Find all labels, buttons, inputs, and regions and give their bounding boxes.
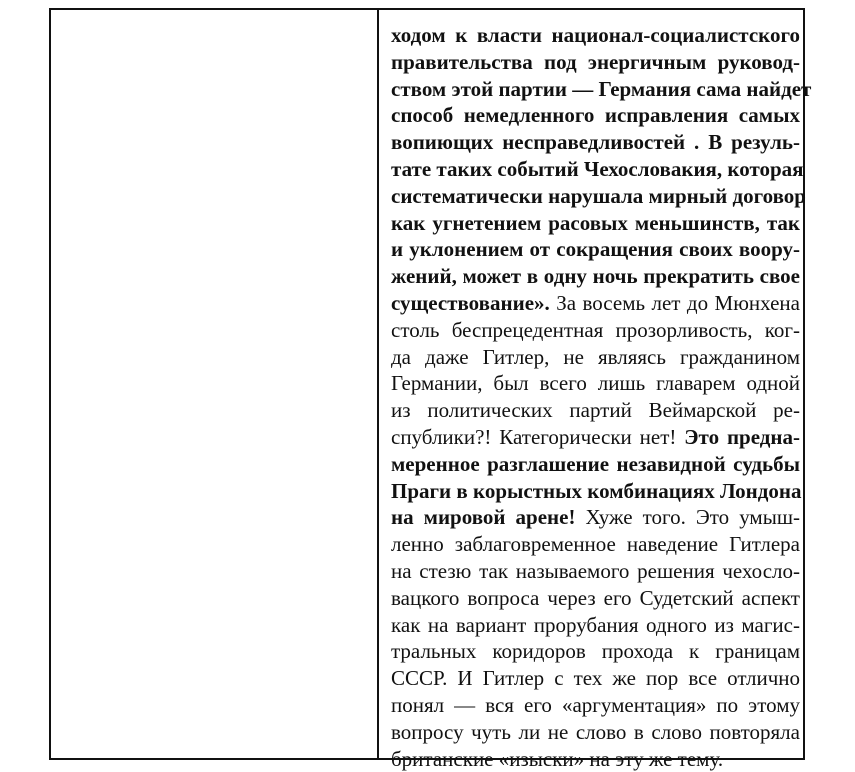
text-line xyxy=(391,156,804,182)
text-line xyxy=(391,638,800,664)
bold-text-segment: и уклонением от сокращения своих воору- xyxy=(391,237,800,262)
text-segment: понял — вся его «аргументация» по этому xyxy=(391,693,800,717)
bold-text-segment: существование». xyxy=(391,291,550,315)
bold-text-segment: на мировой арене! xyxy=(391,505,576,530)
text-line xyxy=(391,290,800,316)
text-line xyxy=(391,129,800,155)
text-line xyxy=(391,76,812,102)
text-line xyxy=(391,102,800,128)
text-line xyxy=(391,451,800,477)
text-segment: британские «изыски» на эту же тему. xyxy=(391,746,724,771)
text-segment: на стезю так называемого решения чехосло- xyxy=(391,559,800,583)
text-line xyxy=(391,344,800,370)
text-segment: как на вариант прорубания одного из магис- xyxy=(391,612,800,637)
text-segment: ленно заблаговременное наведение Гитлера xyxy=(391,532,800,557)
bold-text-segment: ходом к власти национал-социалистского xyxy=(391,23,800,47)
bold-text-segment: Праги в корыстных комбинациях Лондона xyxy=(391,478,802,503)
text-line xyxy=(391,719,800,745)
text-segment: тральных коридоров прохода к границам xyxy=(391,639,800,664)
text-segment: Германии, был всего лишь главарем одной xyxy=(391,371,800,396)
text-cell xyxy=(379,10,812,771)
bold-text-segment: как угнетением расовых меньшинств, так xyxy=(391,210,800,235)
text-line xyxy=(391,585,800,611)
text-line xyxy=(391,692,800,718)
text-segment: да даже Гитлер, не являясь гражданином xyxy=(391,344,800,369)
bold-text-segment: ством этой партии — Германия сама найдет xyxy=(391,76,812,101)
text-line xyxy=(391,22,800,48)
text-segment: СССР. И Гитлер с тех же пор все отлично xyxy=(391,666,800,691)
text-line xyxy=(391,424,800,450)
text-segment: вацкого вопроса через его Судетский аспект xyxy=(391,585,800,610)
text-segment: вопросу чуть ли не слово в слово повторяла xyxy=(391,719,800,744)
text-line xyxy=(391,210,800,236)
text-segment: столь беспрецедентная прозорливость, ког- xyxy=(391,317,800,342)
text-line xyxy=(391,317,800,343)
text-line xyxy=(391,370,800,396)
bold-text-segment: жений, может в одну ночь прекратить свое xyxy=(391,264,800,289)
text-line xyxy=(391,531,800,557)
text-line xyxy=(391,665,800,691)
bold-text-segment: меренное разглашение незавидной судьбы xyxy=(391,451,800,476)
bold-text-segment: Это предна- xyxy=(684,425,800,449)
text-line xyxy=(391,558,800,584)
bold-text-segment: вопиющих несправедливостей . В резуль- xyxy=(391,130,800,155)
text-line xyxy=(391,183,806,209)
text-line xyxy=(391,612,800,638)
text-line xyxy=(391,504,800,530)
text-segment: из политических партий Веймарской ре- xyxy=(391,398,800,423)
text-line xyxy=(391,397,800,423)
bold-text-segment: правительства под энергичным руковод- xyxy=(391,49,800,74)
text-line xyxy=(391,236,800,262)
text-segment: спублики?! Категорически нет! xyxy=(391,425,685,449)
left-empty-cell xyxy=(51,10,379,758)
text-line xyxy=(391,263,800,289)
bold-text-segment: систематически нарушала мирный договор xyxy=(391,183,806,208)
text-line xyxy=(391,49,800,75)
text-line xyxy=(391,478,800,504)
document-table xyxy=(49,8,812,771)
text-segment: Хуже того. Это умыш- xyxy=(575,505,800,530)
bold-text-segment: тате таких событий Чехословакия, которая xyxy=(391,157,804,181)
bold-text-segment: способ немедленного исправления самых xyxy=(391,103,800,128)
text-segment: За восемь лет до Мюнхена xyxy=(549,291,800,315)
